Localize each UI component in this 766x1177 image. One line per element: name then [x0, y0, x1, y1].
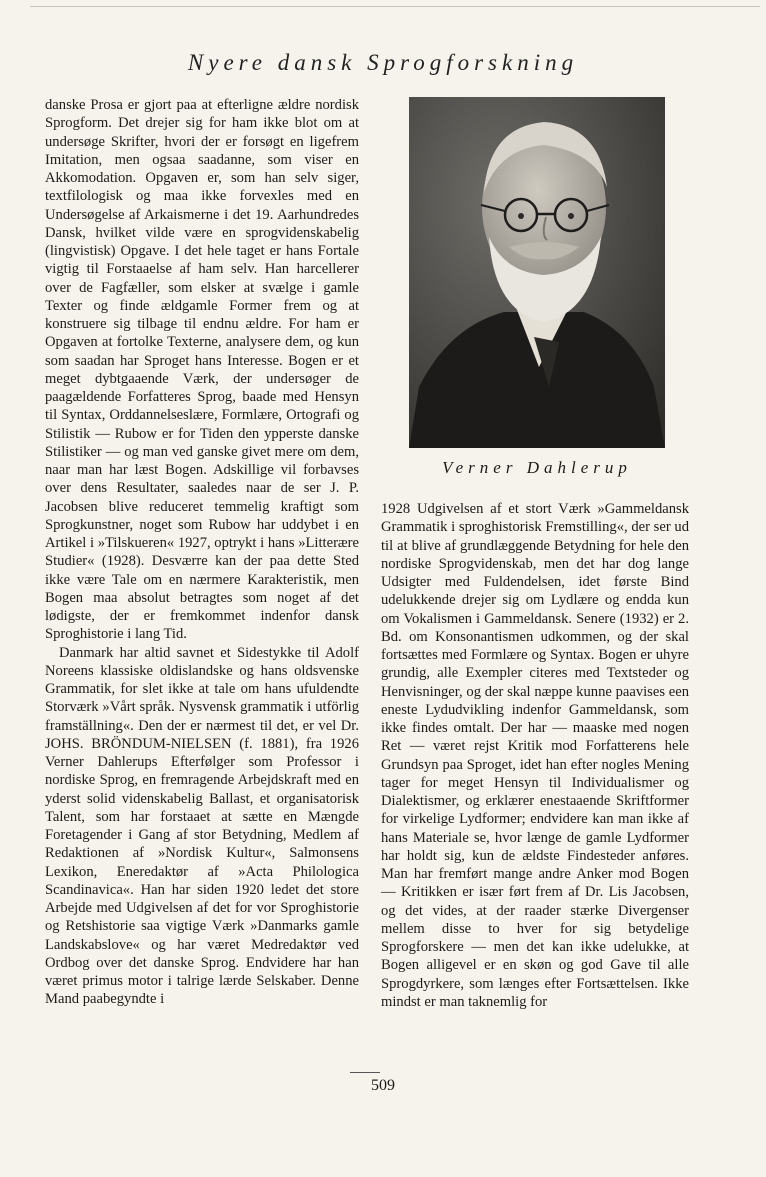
top-rule — [30, 6, 760, 7]
right-column — [381, 500, 689, 1011]
photo-caption: Verner Dahlerup — [442, 458, 632, 477]
left-paragraph-1: danske Prosa er gjort paa at efterligne ældre nordisk Sprogform. Det drejer sig for ham ikke blot om at undersøge Skrifter, hvori der er forsøgt en ligefrem Imitation, men ogsaa saadanne, som viser en Akkomodation. Opgaven er, som han selv siger, textfilologisk og maa ikke forvexles med en Undersøgelse af Arkaismerne i det 19. Aarhundredes Dansk, hvilket vilde være en sprogvidenskabelig (lingvistisk) Opgave. I det hele taget er hans Fortale vigtig til Forstaaelse af ham selv. Han harcellerer over de Fagfæller, som elsker at svælge i gamle Texter og finde ældgamle Former frem og at konstruere sig tilbage til endnu ældre. For ham er Opgaven at fortolke Texterne, analysere dem, og kun som saadan har Sproget hans Interesse. Bogen er et meget dybtgaaende Værk, der undersøger de paagældende Forfatteres Sprog, baade med Hensyn til Syntax, Orddannelseslære, Formlære, Ortografi og Stilistik — Rubow er for Tiden den ypperste danske Stilistiker — og man ved ganske givet mere om dem, naar man har læst Bogen. Adskillige vil forbavses over dens Resultater, saaledes naar de ser J. P. Jacobsen blive reduceret temmelig kraftigt som Sprogkunstner, noget som Rubow har uddybet i en Artikel i »Tilskueren« 1927, optrykt i hans »Litterære Studier« (1928). Desværre kan der paa dette Sted ikke være Tale om en nærmere Karakteristik, men Bogen maa absolut betragtes som noget af det lødigste, der er fremkommet indenfor dansk Sproghistorie i lang Tid. — [45, 97, 360, 643]
running-head: Nyere dansk Sprogforskning — [187, 50, 579, 75]
folio-rule — [350, 1072, 380, 1073]
page-number: 509 — [371, 1077, 395, 1094]
portrait-photo — [409, 97, 665, 448]
right-paragraph-1: 1928 Udgivelsen af et stort Værk »Gammeldansk Grammatik i sproghistorisk Fremstilling«, der ser ud til at blive af grundlæggende Betydning for hele den nordiske Sprogvidenskab, men det har dog lange Udsigter med Fuldendelsen, idet første Bind udelukkende drejer sig om Lydlære og endda kun om Vokalismen i Gammeldansk. Senere (1932) er 2. Bd. om Konsonantismen udkommen, og der skal fortsættes med Formlære og Syntax. Bogen er uhyre grundig, alle Exempler citeres med Textsteder og Henvisninger, og der skal næppe kunne paavises een eneste Lydudvikling indenfor Gammeldansk, som ikke findes omtalt. Der har — maaske med nogen Ret — været rejst Kritik mod Forfatterens hele Grundsyn paa Sproget, idet han efter nogles Mening tager for meget Hensyn til Individualismer og Dialektismer, og erklærer enestaaende Skriftformer for virkelige Lydformer; endvidere kan man ikke af hans Materiale se, hvor længe de gamle Lydformer har holdt sig, kun de ældste Findesteder anføres. Man har fremført mange andre Anker mod Bogen — Kritikken er især ført frem af Dr. Lis Jacobsen, og det vides, at der raader stærke Divergenser mellem disse to hver for sig betydelige Sprogforskere — men det kan ikke udelukke, at Bogen alligevel er en skøn og god Gave til alle Sprogdyrkere, som længes efter Fortsættelsen. Ikke mindst er man taknemlig for — [381, 501, 689, 1010]
left-paragraph-2: Danmark har altid savnet et Sidestykke til Adolf Noreens klassiske oldislandske og hans oldsvenske Grammatik, for slet ikke at tale om hans ufuldendte Storværk »Vårt språk. Nysvensk grammatik i utförlig framställning«. Den der er nærmest til det, er vel Dr. JOHS. BRÖNDUM-NIELSEN (f. 1881), fra 1926 Verner Dahlerups Efterfølger som Professor i nordiske Sprog, en fremragende Arbejdskraft med en yderst solid videnskabelig Ballast, et organisatorisk Talent, som har forstaaet at sætte en Mængde Foretagender i Gang af stor Betydning, Medlem af Redaktionen af »Nordisk Kultur«, Salmonsens Lexikon, Eneredaktør af »Acta Philologica Scandinavica«. Han har siden 1920 ledet det store Arbejde med Udgivelsen af det for vor Sproghistorie og Retshistorie saa vigtige Værk »Danmarks gamle Landskabslove« og har været Medredaktør ved Ordbog over det danske Sprog. Endvidere har han været primus motor i talrige lærde Selskaber. Denne Mand paabegyndte i — [45, 644, 359, 1008]
left-column — [45, 96, 359, 1009]
